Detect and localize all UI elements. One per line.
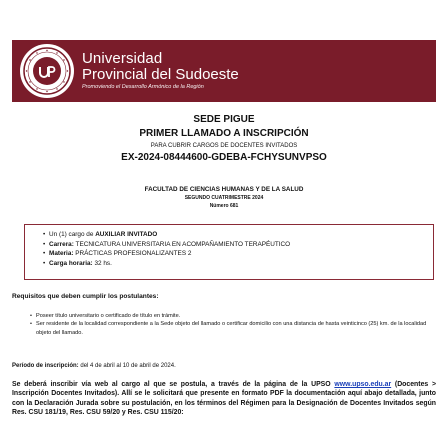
materia-value: PRÁCTICAS PROFESIONALIZANTES 2: [73, 250, 192, 258]
requisitos-list: [30, 312, 440, 337]
list-item: • Ser residente de la localidad correspondiente a la Sede objeto del llamado o certificar domicilio con una distancia de hasta veinticinco (25) km. de la localidad objeto del llamado.: [30, 320, 440, 337]
university-name-block: [82, 51, 239, 91]
faculty-name: FACULTAD DE CIENCIAS HUMANAS Y DE LA SALUD: [144, 186, 304, 193]
cubrir-subheading: PARA CUBRIR CARGOS DE DOCENTES INVITADOS: [150, 143, 298, 149]
instructions-part2: (Docentes > Inscripción Docentes Invitados). Allí se le solicitará que presente en formato PDF la documentación aquí abajo detallada, junto con la Declaración Jurada sobre su postulación, en los términos del Régimen para la Designación de Docentes Invitados según Res. CSU 181/19, Res. CSU 59/20 y Res. CSU 115/20:: [12, 381, 436, 417]
llamado-heading: PRIMER LLAMADO A INSCRIPCIÓN: [139, 128, 309, 139]
university-tagline: Promoviendo el Desarrollo Armónico de la Región: [82, 84, 204, 91]
upso-website-link[interactable]: www.upso.edu.ar: [334, 381, 392, 388]
periodo-inscripcion: [12, 363, 176, 369]
list-item: [43, 230, 433, 240]
position-info-box: [24, 224, 434, 280]
carga-label: Carga horaria:: [49, 259, 93, 267]
list-item: [43, 240, 433, 250]
list-item: • Poseer título universitario o certificado de título en trámite.: [30, 312, 440, 320]
carga-value: 32 hs.: [92, 259, 112, 267]
requisitos-title: Requisitos que deben cumplir los postulantes:: [12, 293, 159, 300]
carrera-label: Carrera:: [49, 240, 74, 248]
position-info-list: [37, 230, 433, 268]
university-banner: [12, 40, 436, 102]
list-item: [43, 259, 433, 269]
cargo-prefix: Un (1) cargo de: [49, 231, 96, 238]
cargo-value: AUXILIAR INVITADO: [95, 231, 158, 238]
call-number: Número 681: [209, 203, 239, 209]
expediente-number: EX-2024-08444600-GDEBA-FCHYSUNVPSO: [121, 152, 327, 163]
semester-label: SEGUNDO CUATRIMESTRE 2024: [184, 195, 264, 201]
materia-label: Materia:: [49, 250, 74, 258]
list-item: [43, 249, 433, 259]
university-logo: [20, 44, 74, 98]
sede-heading: SEDE PIGUE: [193, 114, 255, 125]
periodo-label: Período de inscripción:: [12, 363, 79, 369]
periodo-value: del 4 de abril al 10 de abril de 2024.: [78, 363, 176, 369]
university-name-line2: Provincial del Sudoeste: [82, 66, 239, 84]
carrera-value: TECNICATURA UNIVERSITARIA EN ACOMPAÑAMIENTO TERAPÉUTICO: [73, 240, 291, 248]
upso-seal-icon: [22, 46, 72, 96]
instructions-paragraph: [12, 380, 436, 418]
university-name-line1: Universidad: [82, 50, 163, 68]
instructions-part1: Se deberá inscribir vía web al cargo al que se postula, a través de la página de la UPSO: [12, 381, 335, 388]
